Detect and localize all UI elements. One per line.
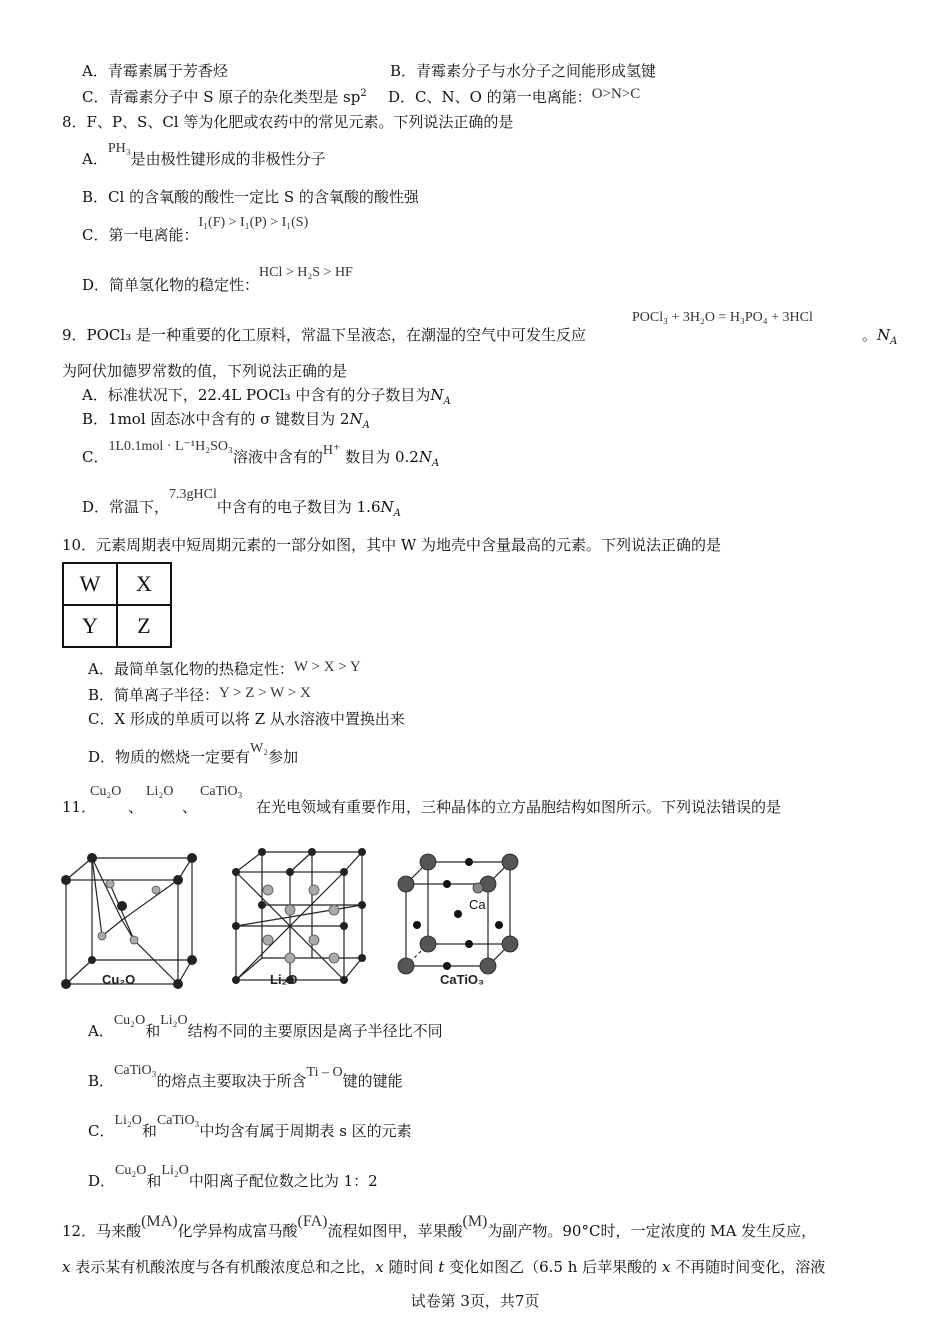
q9-option-a-na-sub: A <box>443 396 451 407</box>
q8-option-c-formula: I₁(F) > I₁(P) > I₁(S) <box>198 215 309 230</box>
q11-num: 11． <box>62 798 97 816</box>
q11-option-b <box>88 1063 403 1092</box>
q11-option-c-f1: Li₂O <box>114 1113 142 1128</box>
q12-p1: 12．马来酸 <box>62 1222 142 1240</box>
q7-option-b: B．青霉素分子与水分子之间能形成氢键 <box>390 62 657 80</box>
q10-cell-x: X <box>117 563 171 605</box>
q11-option-b-mid: 的熔点主要取决于所含 <box>156 1072 307 1090</box>
q8-option-a-formula: PH₃ <box>107 141 131 156</box>
q7-option-c-sup: 2 <box>360 88 367 99</box>
q11-option-b-f2: Ti – O <box>306 1065 343 1080</box>
q11-option-b-text: 键的键能 <box>342 1072 403 1090</box>
q9-option-c-post: 数目为 0.2 <box>345 448 419 466</box>
q11-option-d-f2: Li₂O <box>161 1163 189 1178</box>
q9-stem-line2: 为阿伏加德罗常数的值，下列说法正确的是 <box>62 362 348 380</box>
q10-option-d-label: D．物质的燃烧一定要有 <box>88 748 251 766</box>
label-li2o: Li₂O <box>270 972 298 987</box>
q9-option-d-formula: 7.3gHCl <box>169 487 217 502</box>
q9-option-b <box>82 410 370 432</box>
q11-option-c-f2: CaTiO₃ <box>156 1113 200 1128</box>
q10-cell-y: Y <box>63 605 117 647</box>
q12-x1: x <box>62 1258 71 1276</box>
q10-cell-w: W <box>63 563 117 605</box>
q8-stem: 8．F、P、S、Cl 等为化肥或农药中的常见元素。下列说法正确的是 <box>62 113 514 131</box>
q11-option-b-label: B． <box>88 1072 115 1090</box>
q9-na-symbol: N <box>877 326 891 344</box>
q11-option-a-text: 结构不同的主要原因是离子半径比不同 <box>187 1022 443 1040</box>
q12-t: t <box>438 1258 445 1276</box>
q10-option-d-text: 参加 <box>268 748 299 766</box>
q7-option-d <box>388 88 640 107</box>
q12-x3: x <box>661 1258 671 1276</box>
q7-option-d-formula: O>N>C <box>591 86 641 102</box>
q8-option-a-label: A． <box>82 150 108 168</box>
q10-option-a-label: A．最简单氢化物的热稳定性： <box>88 660 294 678</box>
q8-option-c-label: C．第一电离能： <box>82 226 199 244</box>
q11-option-a-f2: Li₂O <box>160 1013 188 1028</box>
q8-option-d-label: D．简单氢化物的稳定性： <box>82 276 260 294</box>
q8-option-a <box>82 141 326 170</box>
q9-stem <box>62 326 586 344</box>
q12-p3: 流程如图甲，苹果酸 <box>327 1222 463 1240</box>
q11-formula-cu2o: Cu₂O <box>90 784 122 799</box>
q12-line2-a: 表示某有机酸浓度与各有机酸浓度总和之比， <box>75 1258 376 1276</box>
q10-stem: 10．元素周期表中短周期元素的一部分如图，其中 W 为地壳中含量最高的元素。下列说法正确的是 <box>62 536 722 554</box>
q9-option-b-na: N <box>349 410 363 428</box>
q10-option-b-label: B．简单离子半径： <box>88 686 220 704</box>
q12-p2: 化学异构成富马酸 <box>177 1222 298 1240</box>
q10-option-d <box>88 741 299 768</box>
q11-sep1: 、 <box>128 798 144 816</box>
q9-option-d-na: N <box>380 498 394 516</box>
q9-option-c-na: N <box>418 448 432 466</box>
q9-option-c <box>82 439 440 470</box>
q7-option-c <box>82 88 367 106</box>
q10-option-b-formula: Y > Z > W > X <box>219 685 311 701</box>
q12-x2: x <box>375 1258 384 1276</box>
q9-stem-period: 。 <box>862 326 878 344</box>
q9-option-d-na-sub: A <box>393 508 401 519</box>
q9-option-a <box>82 386 451 408</box>
label-catio3: CaTiO₃ <box>440 972 485 987</box>
q12-line2 <box>62 1258 825 1276</box>
q11-option-a-and: 和 <box>145 1022 161 1040</box>
q11-option-b-f1: CaTiO₃ <box>114 1063 157 1078</box>
q9-option-b-na-sub: A <box>362 420 370 431</box>
q8-option-b: B．Cl 的含氧酸的酸性一定比 S 的含氧酸的酸性强 <box>82 188 419 206</box>
q12-line1 <box>62 1213 817 1241</box>
q10-option-a-formula: W > X > Y <box>293 659 361 675</box>
q9-option-c-h: H⁺ <box>322 443 341 458</box>
q9-option-c-na-sub: A <box>431 458 440 469</box>
q11-sep2: 、 <box>182 798 198 816</box>
q9-reaction-formula: POCl₃ + 3H₂O = H₃PO₄ + 3HCl <box>632 310 813 325</box>
q9-na <box>862 326 897 348</box>
q11-stem-text: 在光电领域有重要作用，三种晶体的立方晶胞结构如图所示。下列说法错误的是 <box>256 798 782 816</box>
q9-na-sub: A <box>890 336 898 347</box>
q12-f2: (FA) <box>297 1213 328 1230</box>
q12-line2-b: 随时间 <box>388 1258 434 1276</box>
q12-line2-d: 不再随时间变化，溶液 <box>675 1258 826 1276</box>
q10-option-c: C．X 形成的单质可以将 Z 从水溶液中置换出来 <box>88 710 405 728</box>
q7-option-a: A．青霉素属于芳香烃 <box>82 62 228 80</box>
q11-option-a-label: A． <box>88 1022 114 1040</box>
q7-option-d-text: D．C、N、O 的第一电离能： <box>388 88 592 106</box>
q11-option-d-f1: Cu₂O <box>115 1163 147 1178</box>
q9-option-d-text: 中含有的电子数目为 1.6 <box>216 498 381 516</box>
q11-option-c-and: 和 <box>141 1122 157 1140</box>
q7-option-c-text: C．青霉素分子中 S 原子的杂化类型是 sp <box>82 88 361 106</box>
q10-cell-z: Z <box>117 605 171 647</box>
q11-option-d-label: D． <box>88 1172 116 1190</box>
q8-option-d <box>82 265 353 296</box>
q8-option-d-formula: HCl > H₂S > HF <box>259 265 353 280</box>
q11-option-d-text: 中阳离子配位数之比为 1：2 <box>188 1172 378 1190</box>
q9-option-d-label: D．常温下， <box>82 498 170 516</box>
q11-option-c <box>88 1113 412 1142</box>
q8-option-a-text: 是由极性键形成的非极性分子 <box>130 150 326 168</box>
q9-option-c-formula: 1L0.1mol · L⁻¹H₂SO₃ <box>108 439 233 454</box>
q11-option-d-and: 和 <box>146 1172 162 1190</box>
q9-option-c-mid: 溶液中含有的 <box>232 448 323 466</box>
ca-label: Ca <box>469 897 486 912</box>
q11-option-d <box>88 1163 378 1192</box>
page-footer: 试卷第 3页，共7页 <box>410 1292 540 1310</box>
q11-formula-catio3: CaTiO₃ <box>200 784 243 799</box>
q11-option-c-label: C． <box>88 1122 115 1140</box>
q9-option-d <box>82 487 401 520</box>
q8-option-c <box>82 215 309 246</box>
q12-f1: (MA) <box>141 1213 178 1230</box>
q9-option-c-label: C． <box>82 448 109 466</box>
q10-option-d-formula: W₂ <box>250 741 269 756</box>
q11-option-a <box>88 1013 443 1042</box>
label-cu2o: Cu₂O <box>102 972 136 987</box>
q11-formula-li2o: Li₂O <box>146 784 174 799</box>
q9-option-b-text: B．1mol 固态冰中含有的 σ 键数目为 2 <box>82 410 350 428</box>
q10-option-a <box>88 660 361 679</box>
q11-option-a-f1: Cu₂O <box>113 1013 146 1028</box>
q10-periodic-table <box>62 562 172 648</box>
crystal-structures-figure <box>50 840 520 990</box>
q9-option-a-text: A．标准状况下，22.4L POCl₃ 中含有的分子数目为 <box>82 386 431 404</box>
q11-option-c-text: 中均含有属于周期表 s 区的元素 <box>199 1122 412 1140</box>
q12-f3: (M) <box>462 1213 488 1230</box>
q9-option-a-na: N <box>430 386 444 404</box>
q12-p4: 为副产物。90°C时，一定浓度的 MA 发生反应， <box>487 1222 817 1240</box>
q9-stem-text: 9．POCl₃ 是一种重要的化工原料，常温下呈液态，在潮湿的空气中可发生反应 <box>62 326 586 344</box>
cu2o-crystal <box>66 858 192 984</box>
q12-line2-c: 变化如图乙（6.5 h 后苹果酸的 <box>449 1258 658 1276</box>
q10-option-b <box>88 686 311 705</box>
